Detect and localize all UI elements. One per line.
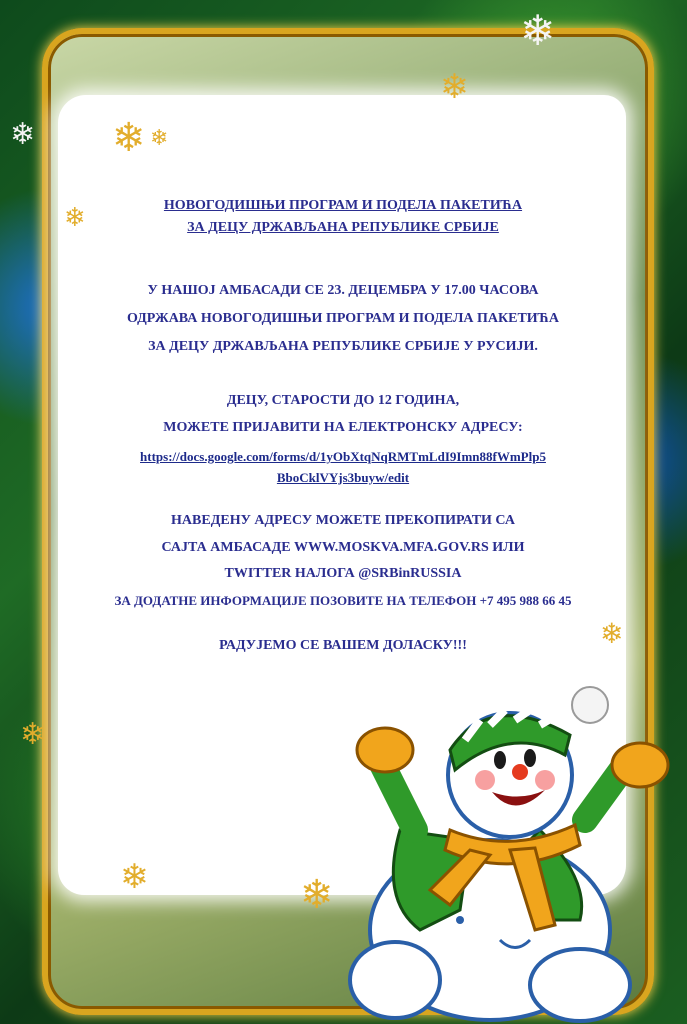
- announcement-line-2: ОДРЖАВА НОВОГОДИШЊИ ПРОГРАМ И ПОДЕЛА ПАКЕТИЋА: [126, 311, 560, 326]
- copy-info-line-2: САЈТА АМБАСАДЕ WWW.MOSKVA.MFA.GOV.RS ИЛИ: [161, 540, 525, 555]
- snowflake-icon: ❄: [440, 67, 469, 107]
- registration-link-line-2[interactable]: BboCklVYjs3buyw/edit: [276, 470, 410, 485]
- announcement-line-3: ЗА ДЕЦУ ДРЖАВЉАНА РЕПУБЛИКЕ СРБИЈЕ У РУСИЈИ.: [148, 339, 538, 354]
- snowflake-icon: ❄: [150, 126, 169, 151]
- registration-line-1: ДЕЦУ, СТАРОСТИ ДО 12 ГОДИНА,: [226, 393, 460, 408]
- snowflake-icon: ❄: [600, 617, 624, 650]
- closing-line: РАДУЈЕМО СЕ ВАШЕМ ДОЛАСКУ!!!: [219, 638, 467, 653]
- snowflake-icon: ❄: [112, 115, 146, 161]
- registration-line-2: МОЖЕТЕ ПРИЈАВИТИ НА ЕЛЕКТРОНСКУ АДРЕСУ:: [163, 420, 523, 435]
- snowflake-icon: ❄: [300, 872, 334, 918]
- snowflake-icon: ❄: [520, 6, 556, 55]
- snowflake-icon: ❄: [20, 717, 46, 752]
- snowman-illustration: [340, 680, 680, 1024]
- copy-info-line-1: НАВЕДЕНУ АДРЕСУ МОЖЕТЕ ПРЕКОПИРАТИ СА: [171, 513, 515, 528]
- phone-info: ЗА ДОДАТНЕ ИНФОРМАЦИЈЕ ПОЗОВИТЕ НА ТЕЛЕФОН +7 495 988 66 45: [114, 593, 572, 608]
- heading-line-2: ЗА ДЕЦУ ДРЖАВЉАНА РЕПУБЛИКЕ СРБИЈЕ: [187, 220, 499, 235]
- snowflake-icon: ❄: [64, 203, 86, 233]
- snowflake-icon: ❄: [120, 857, 149, 897]
- registration-link-line-1[interactable]: https://docs.google.com/forms/d/1yObXtqNqRMTmLdI9Imn88fWmPlp5: [140, 449, 546, 464]
- announcement-line-1: У НАШОЈ АМБАСАДИ СЕ 23. ДЕЦЕМБРА У 17.00 ЧАСОВА: [147, 283, 539, 298]
- copy-info-line-3: TWITTER НАЛОГА @SRBinRUSSIA: [224, 566, 462, 581]
- snowflake-icon: ❄: [10, 117, 36, 152]
- heading-line-1: НОВОГОДИШЊИ ПРОГРАМ И ПОДЕЛА ПАКЕТИЋА: [163, 198, 523, 213]
